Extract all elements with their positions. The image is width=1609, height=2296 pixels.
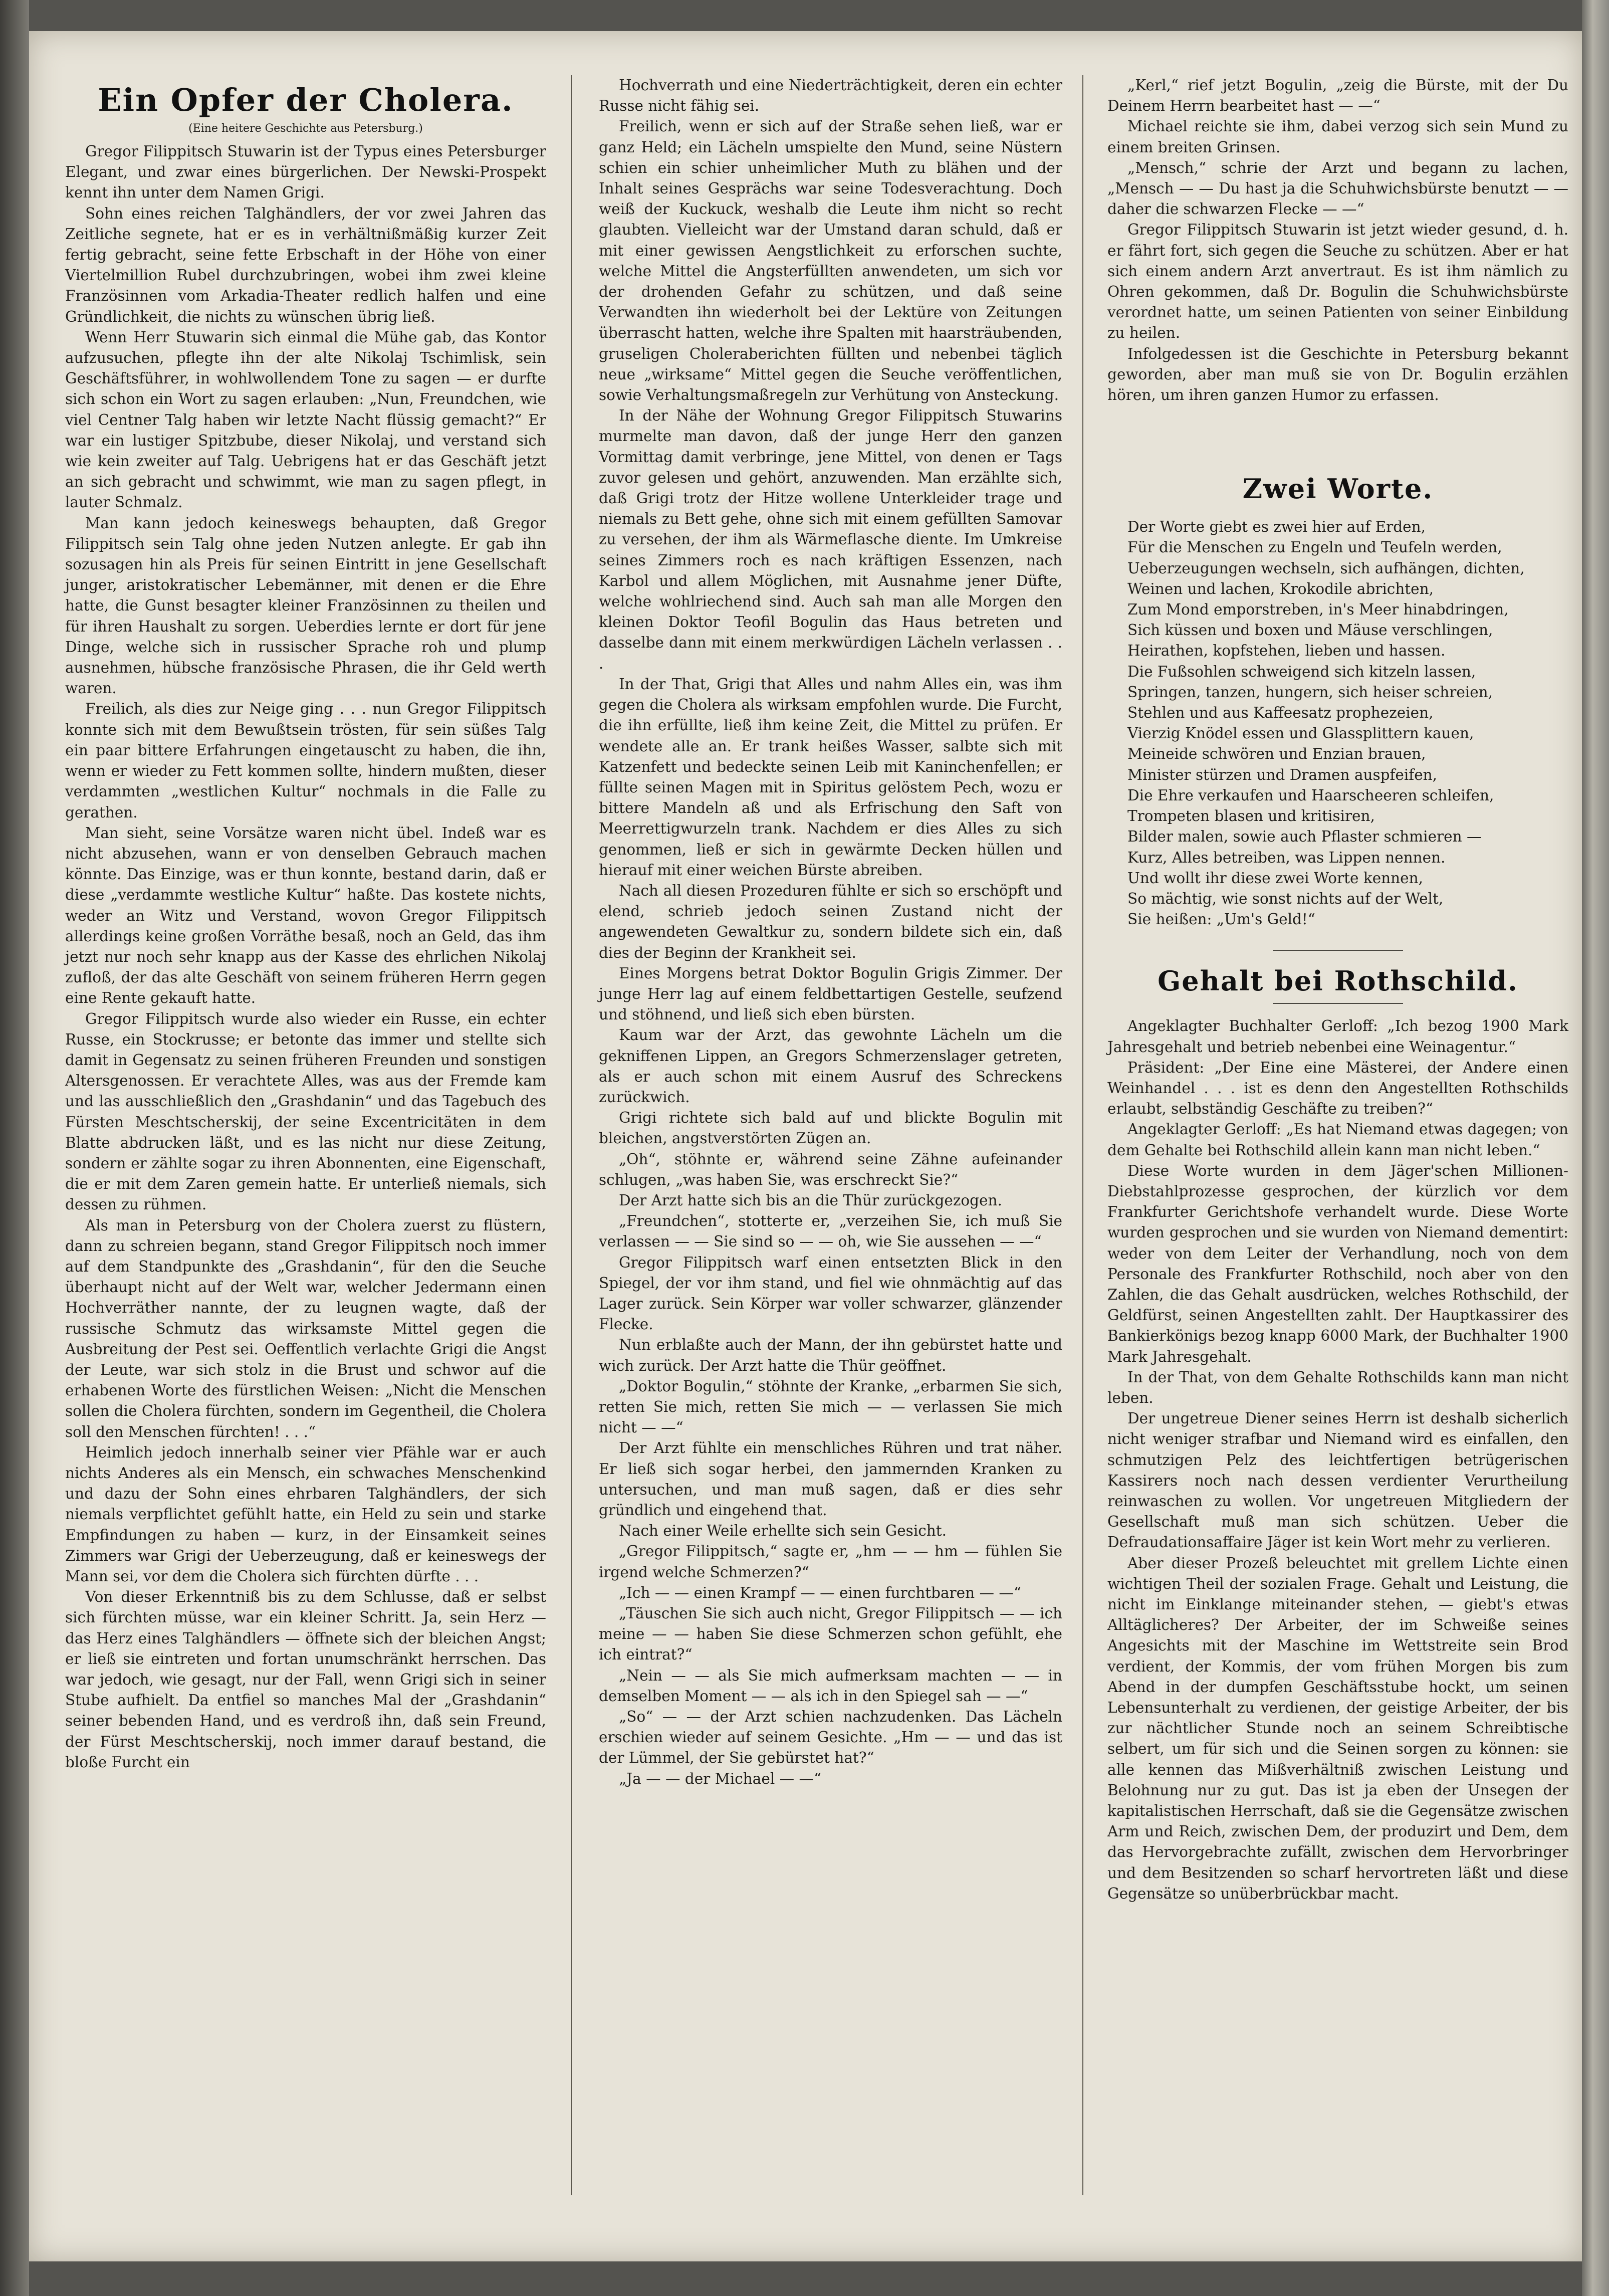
paragraph: Der Arzt fühlte ein menschliches Rühren und trat näher. Er ließ sich sogar herbei, den jammernden Kranken zu untersuchen, und man muß sagen, daß er dies sehr gründlich und eingehend that.: [599, 1439, 1062, 1519]
poem-line: Weinen und lachen, Krokodile abrichten,: [1127, 580, 1434, 597]
page-gutter-shadow: [0, 0, 29, 2296]
poem-line: Heirathen, kopfstehen, lieben und hassen.: [1127, 642, 1446, 660]
poem-line: Stehlen und aus Kaffeesatz prophezeien,: [1127, 704, 1434, 722]
poem-line: Die Fußsohlen schweigend sich kitzeln lassen,: [1127, 663, 1476, 680]
paragraph: „Oh“, stöhnte er, während seine Zähne aufeinander schlugen, „was haben Sie, was erschreckt Sie?“: [599, 1150, 1062, 1188]
paragraph: Nun erblaßte auch der Mann, der ihn gebürstet hatte und wich zurück. Der Arzt hatte die Thür geöffnet.: [599, 1336, 1062, 1374]
paragraph: Der ungetreue Diener seines Herrn ist deshalb sicherlich nicht weniger strafbar und Niemand wird es einfallen, den schmutzigen Pelz des leichtfertigen betrügerischen Kassirers noch nach dessen verdienter Verurtheilung reinwaschen zu wollen. Vor ungetreuen Mitgliedern der Gesellschaft muß man sich schützen. Ueber die Defraudationsaffaire Jäger ist kein Wort mehr zu verlieren.: [1107, 1410, 1568, 1551]
article-body: [65, 141, 546, 1773]
paragraph: Diese Worte wurden in dem Jäger'schen Millionen-Diebstahlprozesse gesprochen, der kürzlich vor dem Frankfurter Gerichtshofe verhandelt wurde. Diese Worte wurden gesprochen und sie wurden von Niemand dementirt: weder von dem Leiter der Verhandlung, noch von dem Personale des Frankfurter Rothschild, noch aber von den Zahlen, die das Gehalt ausdrücken, welches Rothschild, der Geldfürst, seinen Angestellten zahlt. Der Hauptkassirer des Bankierkönigs bezog knapp 6000 Mark, der Buchhalter 1900 Mark Jahresgehalt.: [1107, 1162, 1568, 1365]
paragraph: „Freundchen“, stotterte er, „verzeihen Sie, ich muß Sie verlassen — — Sie sind so — — oh, wie Sie aussehen — —“: [599, 1212, 1062, 1250]
poem-line: Für die Menschen zu Engeln und Teufeln werden,: [1127, 539, 1502, 556]
poem-line: Trompeten blasen und kritisiren,: [1127, 807, 1375, 825]
paragraph: „Doktor Bogulin,“ stöhnte der Kranke, „erbarmen Sie sich, retten Sie mich, retten Sie mich — — verlassen Sie mich nicht — —“: [599, 1377, 1062, 1436]
poem: [1127, 517, 1568, 930]
poem-line: Sich küssen und boxen und Mäuse verschlingen,: [1127, 621, 1493, 639]
poem-line: Die Ehre verkaufen und Haarscheeren schleifen,: [1127, 786, 1494, 804]
paragraph: Michael reichte sie ihm, dabei verzog sich sein Mund zu einem breiten Grinsen.: [1107, 118, 1568, 156]
article-body-end: [1107, 75, 1568, 405]
article-body-continued: [599, 75, 1062, 1789]
book-spine: [1582, 0, 1609, 2296]
paragraph: „Ja — — der Michael — —“: [619, 1770, 822, 1787]
poem-line: Ueberzeugungen wechseln, sich aufhängen, dichten,: [1127, 559, 1525, 577]
paragraph: Infolgedessen ist die Geschichte in Petersburg bekannt geworden, aber man muß sie von Dr. Bogulin erzählen hören, um ihren ganzen Humor zu erfassen.: [1107, 345, 1568, 404]
column-2: [599, 75, 1062, 1789]
paragraph: Sohn eines reichen Talghändlers, der vor zwei Jahren das Zeitliche segnete, hat er es in verhältnißmäßig kurzer Zeit fertig gebracht, seine fette Erbschaft in der Höhe von einer Viertelmillion Rubel durchzubringen, wobei ihm zwei kleine Französinnen vom Arkadia-Theater redlich halfen und eine Gründlichkeit, die nichts zu wünschen übrig ließ.: [65, 204, 546, 325]
paragraph: Freilich, als dies zur Neige ging . . . nun Gregor Filippitsch konnte sich mit dem Bewußtsein trösten, für sein süßes Talg ein paar bittere Erfahrungen eingetauscht zu haben, die ihn, wenn er wieder zu Fett kommen sollte, hindern mußten, dieser verdammten „westlichen Kultur“ nochmals in die Falle zu gerathen.: [65, 700, 546, 821]
paragraph: Gregor Filippitsch wurde also wieder ein Russe, ein echter Russe, ein Stockrusse; er betonte das immer und stellte sich damit in Gegensatz zu seinen früheren Freunden und sonstigen Altersgenossen. Er verachtete Alles, was aus der Fremde kam und las ausschließlich den „Grashdanin“ und das Tagebuch des Fürsten Meschtscherskij, der seine Excentricitäten in dem Blatte abdrucken läßt, und es las nicht nur diese Zeitung, sondern er zählte sogar zu ihren Abonnenten, eine Eigenschaft, die er mit dem Zaren gemein hatte. Er unterließ niemals, sich dessen zu rühmen.: [65, 1010, 546, 1213]
paragraph: „Täuschen Sie sich auch nicht, Gregor Filippitsch — — ich meine — — haben Sie diese Schmerzen schon gefühlt, ehe ich eintrat?“: [599, 1605, 1062, 1663]
paragraph: „Kerl,“ rief jetzt Bogulin, „zeig die Bürste, mit der Du Deinem Herrn bearbeitet hast — —“: [1107, 77, 1568, 115]
paragraph: „So“ — — der Arzt schien nachzudenken. Das Lächeln erschien wieder auf seinem Gesichte. „Hm — — und das ist der Lümmel, der Sie gebürstet hat?“: [599, 1708, 1062, 1767]
paragraph: Der Arzt hatte sich bis an die Thür zurückgezogen.: [619, 1191, 1002, 1209]
paragraph: Man sieht, seine Vorsätze waren nicht übel. Indeß war es nicht abzusehen, wann er von denselben Gebrauch machen könnte. Das Einzige, was er thun konnte, bestand darin, daß er diese „verdammte westliche Kultur“ haßte. Das kostete nichts, weder an Witz und Verstand, wovon Gregor Filippitsch allerdings keine großen Vorräthe besaß, noch an Geld, das ihm jetzt nur noch sehr knapp aus der Kasse des ehrlichen Nikolaj zufloß, der das alte Geschäft von seinem früheren Herrn gegen eine Rente gekauft hatte.: [65, 824, 546, 1007]
paragraph: Hochverrath und eine Niederträchtigkeit, deren ein echter Russe nicht fähig sei.: [599, 77, 1062, 115]
paragraph: „Mensch,“ schrie der Arzt und begann zu lachen, „Mensch — — Du hast ja die Schuhwichsbürste benutzt — — daher die schwarzen Flecke — —“: [1107, 159, 1568, 218]
column-rule: [1082, 75, 1083, 2195]
paragraph: Eines Morgens betrat Doktor Bogulin Grigis Zimmer. Der junge Herr lag auf einem feldbettartigen Gestelle, seufzend und stöhnend, und ließ sich eben bürsten.: [599, 964, 1062, 1023]
divider: [1273, 950, 1403, 951]
column-3: [1107, 75, 1568, 1904]
paragraph: Nach all diesen Prozeduren fühlte er sich so erschöpft und elend, schrieb jedoch seinen Zustand nicht der angewendeten Gewaltkur zu, sondern bildete sich ein, daß dies der Beginn der Krankheit sei.: [599, 882, 1062, 961]
paragraph: Gregor Filippitsch warf einen entsetzten Blick in den Spiegel, der vor ihm stand, und fiel wie ohnmächtig auf das Lager zurück. Sein Körper war voller schwarzer, glänzender Flecke.: [599, 1254, 1062, 1333]
poem-line: Kurz, Alles betreiben, was Lippen nennen.: [1127, 849, 1446, 866]
paragraph: In der That, Grigi that Alles und nahm Alles ein, was ihm gegen die Cholera als wirksam empfohlen wurde. Die Furcht, die ihn erfüllte, ließ ihm keine Zeit, die Mittel zu prüfen. Er wendete alle an. Er trank heißes Wasser, salbte sich mit Katzenfett und bedeckte seinen Leib mit Kaninchenfellen; er füllte seinen Magen mit in Spiritus gelöstem Pech, wozu er bittere Mandeln aß und als Erfrischung den Saft von Meerrettigwurzeln trank. Nachdem er dies Alles zu sich genommen, ließ er sich in gewärmte Decken hüllen und hierauf mit einer weichen Bürste abreiben.: [599, 675, 1062, 879]
paragraph: Präsident: „Der Eine eine Mästerei, der Andere einen Weinhandel . . . ist es denn den Angestellten Rothschilds erlaubt, selbständig Geschäfte zu treiben?“: [1107, 1059, 1568, 1118]
poem-line: Springen, tanzen, hungern, sich heiser schreien,: [1127, 683, 1493, 701]
poem-line: Bilder malen, sowie auch Pflaster schmieren —: [1127, 828, 1482, 846]
column-1: [65, 75, 546, 1773]
paragraph: Aber dieser Prozeß beleuchtet mit grellem Lichte einen wichtigen Theil der sozialen Frage. Gehalt und Leistung, die nicht im Einklange miteinander stehen, — giebt's etwas Alltäglicheres? Der Arbeiter, der im Schweiße seines Angesichts mit der Maschine im Wettstreite sein Brod verdient, der Kommis, der vom frühen Morgen bis zum Abend in der dumpfen Geschäftsstube hockt, um seinen Lebensunterhalt zu verdienen, der geistige Arbeiter, der bis zur nächtlicher Stunde noch an seinem Schreibtische selbert, um für sich und die Seinen sorgen zu können: sie alle kennen das Mißverhältniß zwischen Leistung und Belohnung nur zu gut. Das ist ja eben der Unsegen der kapitalistischen Herrschaft, daß sie die Gegensätze zwischen Arm und Reich, zwischen Dem, der produzirt und Dem, dem das Hervorgebrachte zufällt, zwischen dem Hervorbringer und dem Besitzenden so scharf hervortreten läßt und diese Gegensätze so unüberbrückbar macht.: [1107, 1554, 1568, 1902]
paragraph: Freilich, wenn er sich auf der Straße sehen ließ, war er ganz Held; ein Lächeln umspielte den Mund, seine Nüstern schien ein schier unheimlicher Muth zu blähen und der Inhalt seines Gesprächs war seine Todesverachtung. Doch weiß der Kuckuck, weshalb die Leute ihm nicht so recht glaubten. Vielleicht war der Umstand daran schuld, daß er mit einer gewissen Aengstlichkeit zu erforschen suchte, welche Mittel die Angsterfüllten anwendeten, um sich vor der drohenden Gefahr zu schützen, und daß seine Verwandten ihn wiederholt bei der Lektüre von Zeitungen überrascht hatten, welche ihre Spalten mit haarsträubenden, gruseligen Choleraberichten füllten und nebenbei täglich neue „wirksame“ Mittel gegen die Seuche veröffentlichen, sowie Verhaltungsmaßregeln zur Verhütung von Ansteckung.: [599, 118, 1062, 404]
paragraph: Wenn Herr Stuwarin sich einmal die Mühe gab, das Kontor aufzusuchen, pflegte ihn der alte Nikolaj Tschimlisk, sein Geschäftsführer, in wohlwollendem Tone zu sagen — er durfte sich schon ein Wort zu sagen erlauben: „Nun, Freundchen, wie viel Centner Talg haben wir letzte Nacht flüssig gemacht?“ Er war ein lustiger Spitzbube, dieser Nikolaj, und verstand sich wie kein zweiter auf Talg. Uebrigens hat er das Geschäft jetzt an sich gebracht und schwimmt, wie man zu sagen pflegt, in lauter Schmalz.: [65, 328, 546, 511]
paragraph: „Gregor Filippitsch,“ sagte er, „hm — — hm — fühlen Sie irgend welche Schmerzen?“: [599, 1543, 1062, 1581]
poem-line: Minister stürzen und Dramen auspfeifen,: [1127, 766, 1438, 783]
poem-line: Und wollt ihr diese zwei Worte kennen,: [1127, 869, 1423, 887]
article-title: Ein Opfer der Cholera.: [98, 82, 514, 118]
paragraph: Grigi richtete sich bald auf und blickte Bogulin mit bleichen, angstverstörten Zügen an.: [599, 1109, 1062, 1147]
paragraph: Von dieser Erkenntniß bis zu dem Schlusse, daß er selbst sich fürchten müsse, war ein kleiner Schritt. Ja, sein Herz — das Herz eines Talghändlers — öffnete sich der bleichen Angst; er ließ sie eintreten und fortan unumschränkt herrschen. Das war jedoch, wie gesagt, nur der Fall, wenn Grigi sich in seiner Stube aufhielt. Da entfiel so manches Mal der „Grashdanin“ seiner bebenden Hand, und es verdroß ihn, daß sein Freund, der Fürst Meschtscherskij, noch immer darauf bestand, die bloße Furcht ein: [65, 1588, 546, 1771]
poem-line: So mächtig, wie sonst nichts auf der Welt,: [1127, 890, 1444, 907]
poem-line: Zum Mond emporstreben, in's Meer hinabdringen,: [1127, 601, 1509, 618]
poem-line: Sie heißen: „Um's Geld!“: [1127, 911, 1315, 928]
paragraph: In der Nähe der Wohnung Gregor Filippitsch Stuwarins murmelte man davon, daß der junge Herr den ganzen Vormittag damit verbringe, jene Mittel, von denen er Tags zuvor gelesen und gehört, anzuwenden. Man erzählte sich, daß Grigi trotz der Hitze wollene Unterkleider trage und niemals zu Bett gehe, ohne sich mit einem gefüllten Samovar zu versehen, der ihm als Wärmeflasche diente. Im Umkreise seines Zimmers roch es nach kräftigen Essenzen, nach Karbol und allem Möglichen, mit Ausnahme jener Düfte, welche wohlriechend sind. Auch sah man alle Morgen den kleinen Doktor Teofil Bogulin das Haus betreten und dasselbe dann mit einem merkwürdigen Lächeln verlassen . . .: [599, 407, 1062, 672]
paragraph: Angeklagter Buchhalter Gerloff: „Ich bezog 1900 Mark Jahresgehalt und betrieb nebenbei eine Weinagentur.“: [1107, 1017, 1568, 1056]
column-rule: [571, 75, 572, 2195]
paragraph: Nach einer Weile erhellte sich sein Gesicht.: [619, 1522, 947, 1540]
paragraph: Man kann jedoch keineswegs behaupten, daß Gregor Filippitsch sein Talg ohne jeden Nutzen anlegte. Er gab ihn sozusagen hin als Preis für seinen Eintritt in jene Gesellschaft junger, aristokratischer Lebemänner, mit denen er die Ehre hatte, die Gunst besagter kleiner Französinnen zu theilen und für ihren Haushalt zu sorgen. Ueberdies lernte er dort für jene Dinge, welche sich in russischer Sprache roh und plump ausnehmen, hübsche französische Phrasen, die ihr Geld werth waren.: [65, 514, 546, 697]
poem-line: Vierzig Knödel essen und Glassplittern kauen,: [1127, 725, 1474, 742]
paragraph: Gregor Filippitsch Stuwarin ist jetzt wieder gesund, d. h. er fährt fort, sich gegen die Seuche zu schützen. Aber er hat sich einem andern Arzt anvertraut. Es ist ihm nämlich zu Ohren gekommen, daß Dr. Bogulin die Schuhwichsbürste verordnet hatte, um seinen Patienten von seiner Einbildung zu heilen.: [1107, 221, 1568, 342]
poem-title: Zwei Worte.: [1242, 473, 1434, 505]
paragraph: Als man in Petersburg von der Cholera zuerst zu flüstern, dann zu schreien begann, stand Gregor Filippitsch noch immer auf dem Standpunkte des „Grashdanin“, für den die Seuche überhaupt nicht auf der Welt war, welcher Jedermann einen Hochverräther nannte, der zu leugnen wagte, daß der russische Schmutz das wirksamste Mittel gegen die Ausbreitung der Pest sei. Oeffentlich verlachte Grigi die Angst der Leute, war sich stolz in die Brust und schwor auf die erhabenen Worte des fürstlichen Weisen: „Nicht die Menschen sollen die Cholera fürchten, sondern im Gegentheil, die Cholera soll den Menschen fürchten! . . .“: [65, 1216, 546, 1440]
poem-line: Meineide schwören und Enzian brauen,: [1127, 745, 1426, 763]
poem-line: Der Worte giebt es zwei hier auf Erden,: [1127, 518, 1426, 536]
paragraph: Angeklagter Gerloff: „Es hat Niemand etwas dagegen; von dem Gehalte bei Rothschild allein kann man nicht leben.“: [1107, 1121, 1568, 1159]
paragraph: „Ich — — einen Krampf — — einen furchtbaren — —“: [619, 1584, 1021, 1601]
paragraph: Heimlich jedoch innerhalb seiner vier Pfähle war er auch nichts Anderes als ein Mensch, ein schwaches Menschenkind und dazu der Sohn eines ehrbaren Talghändlers, der sich niemals verpflichtet gefühlt hatte, ein Held zu sein und starke Empfindungen zu haben — kurz, in der Einsamkeit seines Zimmers war Grigi der Ueberzeugung, daß er keineswegs der Mann sei, vor dem die Cholera sich fürchten dürfte . . .: [65, 1443, 546, 1585]
paragraph: „Nein — — als Sie mich aufmerksam machten — — in demselben Moment — — als ich in den Spiegel sah — —“: [599, 1666, 1062, 1705]
article-body: [1107, 1016, 1568, 1904]
divider: [1273, 1003, 1403, 1004]
paragraph: In der That, von dem Gehalte Rothschilds kann man nicht leben.: [1107, 1368, 1568, 1406]
paragraph: Gregor Filippitsch Stuwarin ist der Typus eines Petersburger Elegant, und zwar eines bürgerlichen. Der Newski-Prospekt kennt ihn unter dem Namen Grigi.: [65, 143, 546, 201]
paragraph: Kaum war der Arzt, das gewohnte Lächeln um die gekniffenen Lippen, an Gregors Schmerzenslager getreten, als er auch schon mit einem Ausruf des Schreckens zurückwich.: [599, 1026, 1062, 1106]
article-title: Gehalt bei Rothschild.: [1158, 965, 1518, 997]
article-subtitle: (Eine heitere Geschichte aus Petersburg.): [188, 122, 423, 135]
